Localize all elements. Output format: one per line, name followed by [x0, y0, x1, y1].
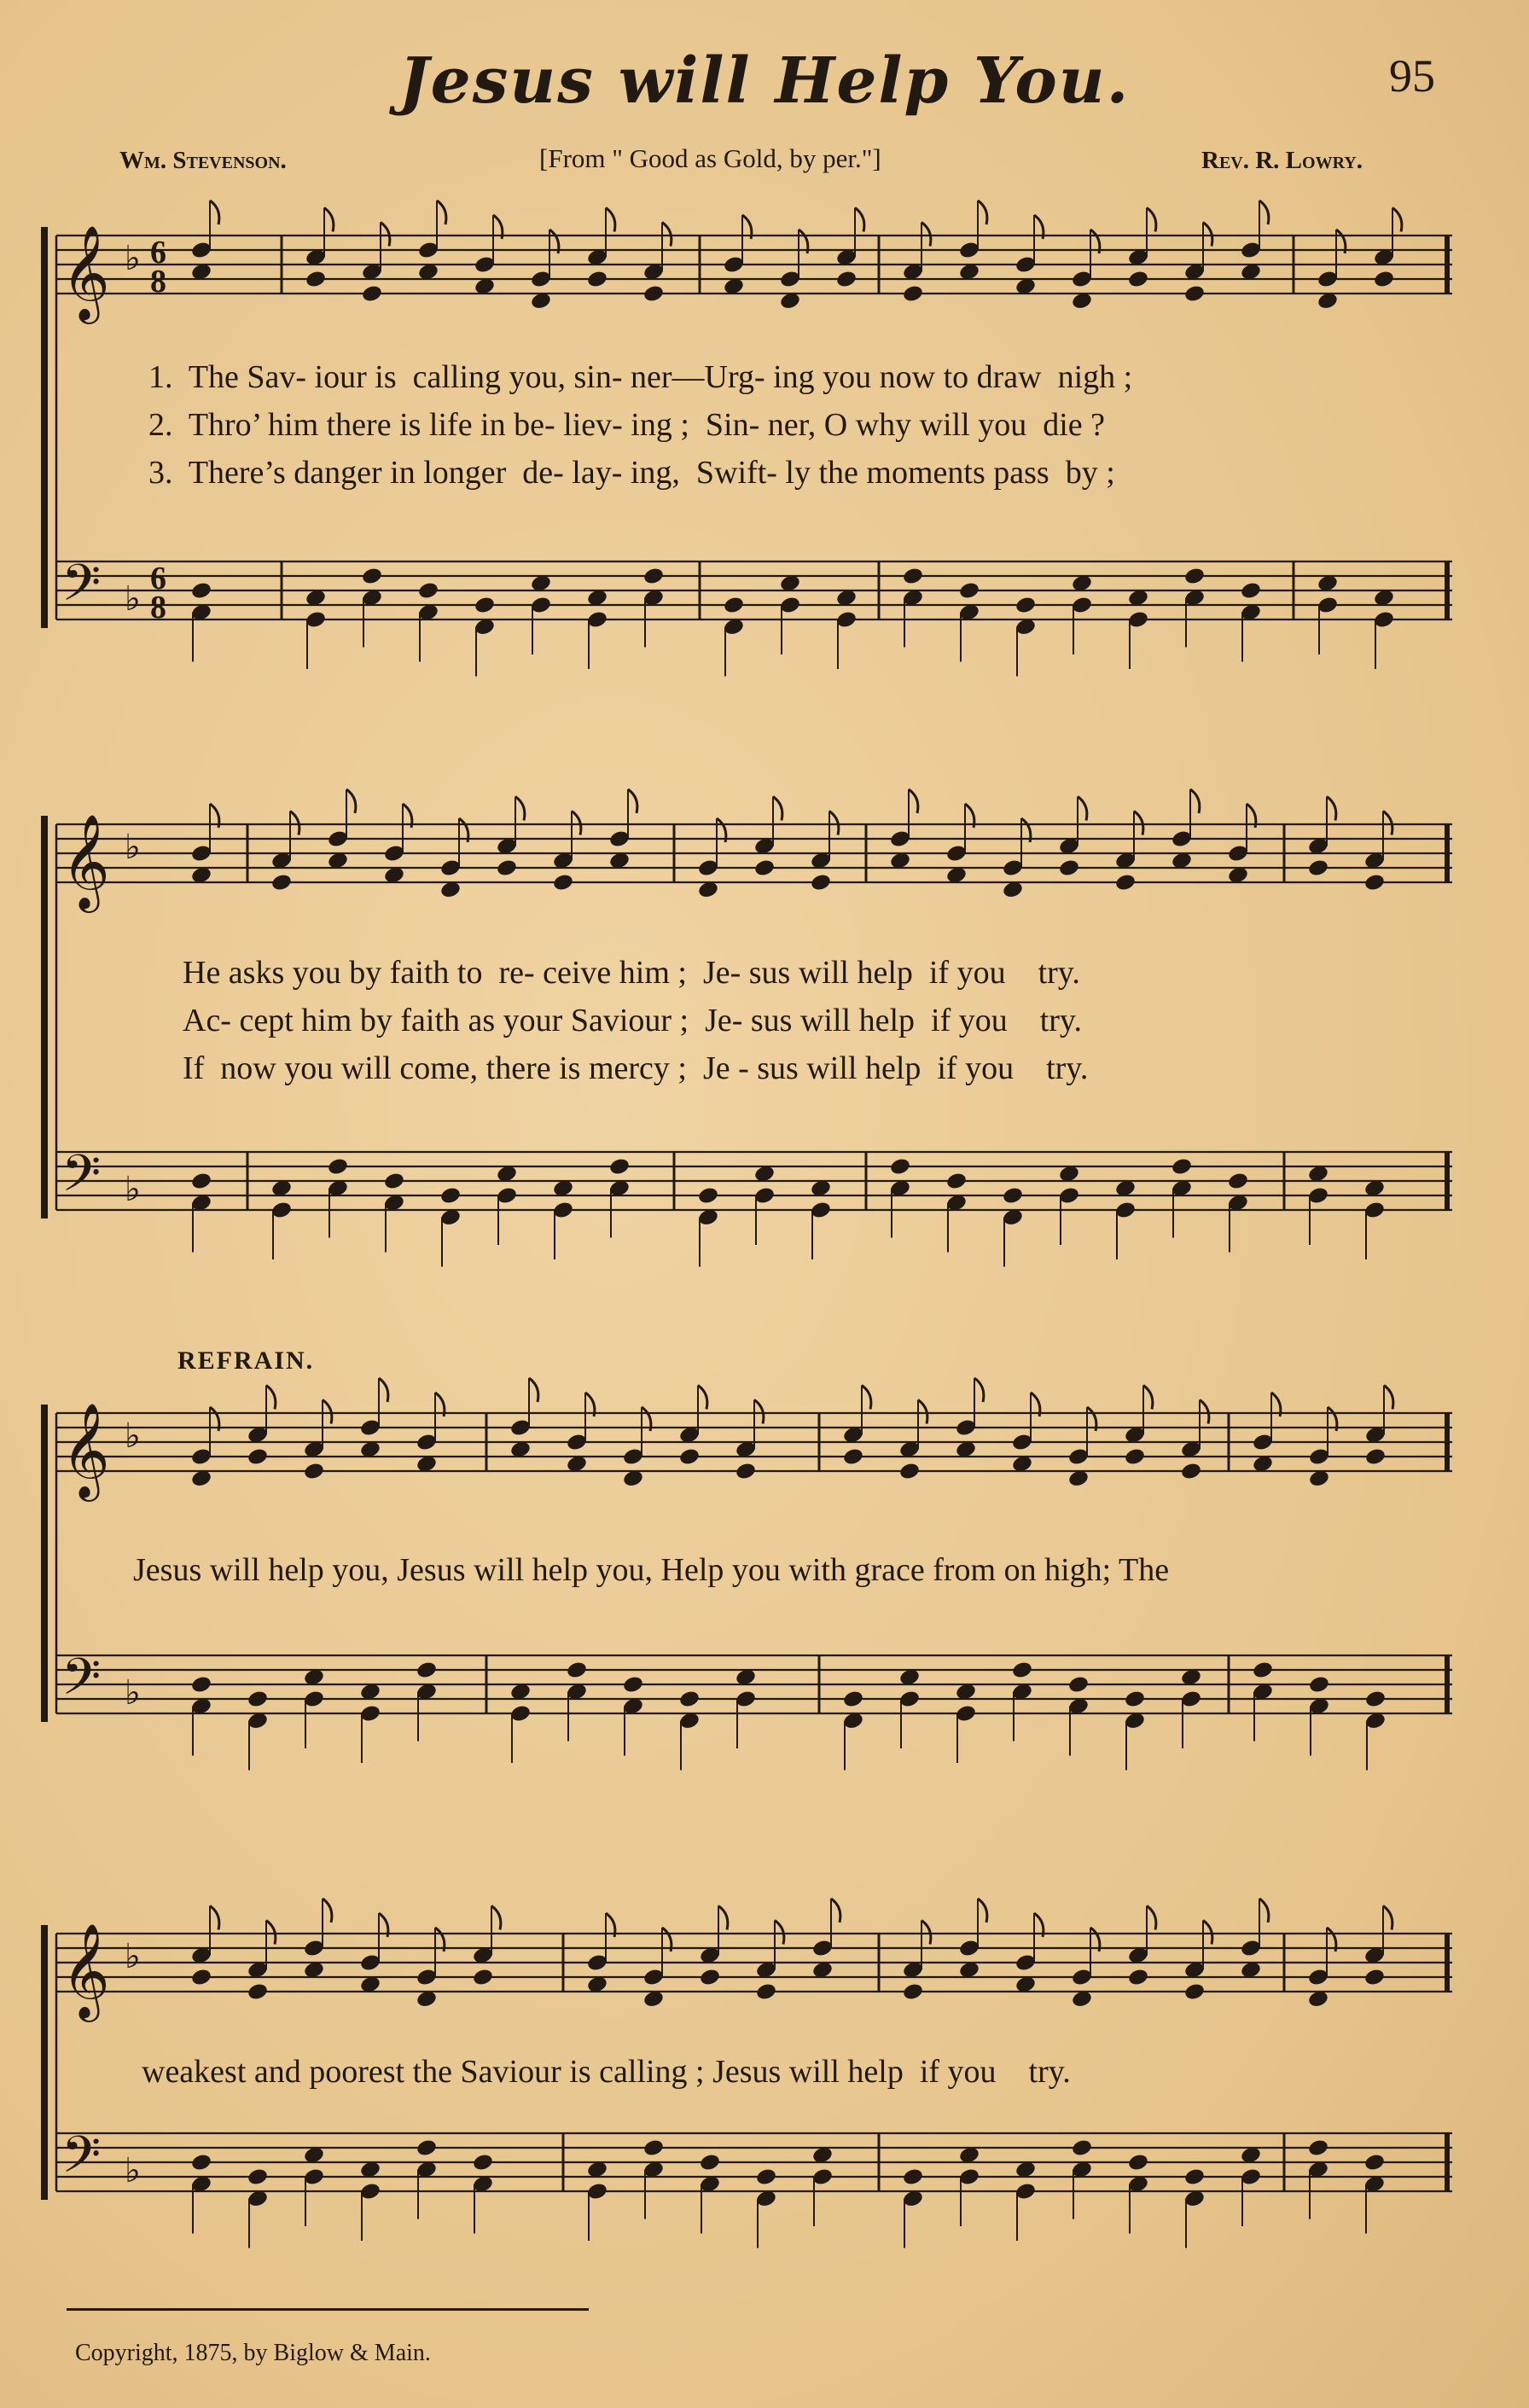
note-head — [1011, 1661, 1033, 1680]
note-head — [474, 596, 496, 615]
note-head — [270, 873, 293, 893]
note-flag — [381, 223, 390, 247]
note-head — [902, 284, 924, 304]
note-head — [303, 1462, 325, 1481]
note-head — [586, 270, 608, 289]
note-head — [305, 270, 327, 289]
flat-sign: ♭ — [125, 579, 141, 619]
note-flag — [921, 1921, 931, 1945]
note-head — [417, 581, 439, 601]
note-flag — [829, 811, 839, 835]
note-flag — [909, 789, 918, 813]
note-head — [472, 1968, 494, 1987]
bass-clef: 𝄢 — [61, 553, 102, 625]
note-head — [247, 1447, 269, 1467]
time-signature: 8 — [150, 264, 166, 300]
note-head — [697, 1186, 719, 1206]
note-head — [1183, 567, 1206, 586]
note-head — [810, 873, 832, 893]
copyright-rule — [67, 2308, 589, 2311]
page-number: 95 — [1389, 50, 1435, 102]
note-head — [1363, 1968, 1386, 1987]
flat-sign: ♭ — [125, 828, 141, 867]
note-head — [1127, 270, 1149, 289]
flat-sign: ♭ — [125, 1673, 141, 1713]
note-head — [753, 858, 776, 878]
note-head — [1307, 2138, 1329, 2158]
note-flag — [1143, 1386, 1153, 1410]
note-flag — [921, 223, 931, 247]
note-flag — [662, 223, 671, 247]
note-head — [1308, 1675, 1330, 1695]
hymn-title: Jesus will Help You. — [398, 44, 1131, 118]
note-head — [1183, 1982, 1206, 2002]
note-head — [1364, 1447, 1387, 1467]
note-flag — [1147, 1906, 1156, 1930]
verse-line-4: He asks you by faith to re- ceive him ; Je- sus will help if you try. — [183, 955, 1080, 991]
note-flag — [1383, 811, 1392, 835]
note-flag — [1134, 811, 1143, 835]
verse-line-3: 3. There’s danger in longer de- lay- ing, Swift- ly the moments pass by ; — [148, 455, 1115, 491]
note-head — [902, 1982, 924, 2002]
note-head — [552, 873, 574, 893]
note-flag — [491, 1906, 501, 1930]
source-note: [From " Good as Gold, by per."] — [539, 143, 881, 173]
note-head — [735, 1462, 757, 1481]
note-flag — [1203, 1921, 1212, 1945]
note-flag — [290, 811, 299, 835]
note-head — [1014, 596, 1037, 615]
note-head — [842, 1447, 864, 1467]
note-head — [1002, 1186, 1024, 1206]
bass-clef: 𝄢 — [61, 2125, 102, 2196]
note-head — [1227, 1172, 1249, 1191]
note-flag — [323, 1400, 332, 1424]
flat-sign: ♭ — [125, 2151, 141, 2190]
note-flag — [1190, 789, 1200, 813]
note-head — [723, 596, 745, 615]
note-flag — [831, 1899, 840, 1922]
note-head — [190, 1968, 212, 1987]
note-flag — [529, 1378, 538, 1402]
note-head — [889, 1157, 911, 1177]
note-head — [622, 1675, 644, 1695]
note-head — [642, 284, 665, 304]
note-head — [416, 2138, 438, 2158]
note-head — [755, 2167, 777, 2187]
note-head — [247, 2167, 269, 2187]
note-head — [755, 1982, 777, 2002]
note-flag — [324, 208, 334, 232]
note-head — [496, 858, 518, 878]
note-flag — [1259, 201, 1269, 224]
note-flag — [1200, 1400, 1209, 1424]
note-head — [416, 1661, 438, 1680]
time-signature: 8 — [150, 590, 166, 625]
note-head — [247, 1690, 269, 1709]
time-signature: 6 — [150, 561, 166, 596]
note-head — [1058, 858, 1080, 878]
note-head — [699, 1968, 721, 1987]
note-head — [1364, 1690, 1387, 1709]
lyricist-credit: Rev. R. Lowry. — [1201, 147, 1363, 174]
note-head — [361, 284, 383, 304]
note-flag — [855, 208, 864, 232]
refrain-line-2: weakest and poorest the Saviour is calling ; Jesus will help if you try. — [142, 2054, 1071, 2090]
system-bracket — [41, 816, 48, 1219]
note-head — [383, 1172, 405, 1191]
note-flag — [1147, 208, 1156, 232]
flat-sign: ♭ — [125, 239, 141, 278]
note-head — [608, 1157, 631, 1177]
note-head — [566, 1661, 588, 1680]
note-head — [1114, 873, 1137, 893]
treble-clef: 𝄞 — [61, 1402, 110, 1498]
note-flag — [1384, 1386, 1393, 1410]
note-head — [898, 1462, 921, 1481]
note-flag — [1383, 1906, 1392, 1930]
note-head — [1363, 873, 1386, 893]
verse-line-2: 2. Thro’ him there is life in be- liev- ing ; Sin- ner, O why will you die ? — [148, 407, 1106, 443]
note-head — [699, 2153, 721, 2172]
note-head — [1127, 2153, 1149, 2172]
system-bracket — [41, 1405, 48, 1722]
note-head — [1180, 1462, 1202, 1481]
flat-sign: ♭ — [125, 1416, 141, 1456]
note-head — [327, 1157, 349, 1177]
verse-line-1: 1. The Sav- iour is calling you, sin- ner—Urg- ing you now to draw nigh ; — [148, 359, 1133, 395]
note-flag — [1327, 797, 1336, 821]
system-bracket — [41, 1925, 48, 2200]
note-flag — [718, 1906, 728, 1930]
note-head — [1124, 1447, 1146, 1467]
note-head — [842, 1690, 864, 1709]
flat-sign: ♭ — [125, 1937, 141, 1976]
note-head — [247, 1982, 269, 2002]
note-flag — [1392, 208, 1402, 232]
note-head — [190, 1675, 212, 1695]
note-flag — [379, 1378, 388, 1402]
refrain-label: REFRAIN. — [177, 1347, 315, 1375]
note-flag — [210, 201, 219, 224]
note-flag — [1203, 223, 1212, 247]
note-flag — [266, 1386, 276, 1410]
note-head — [361, 567, 383, 586]
note-flag — [515, 797, 525, 821]
treble-clef: 𝄞 — [61, 813, 110, 909]
copyright-notice: Copyright, 1875, by Biglow & Main. — [75, 2340, 431, 2366]
note-flag — [862, 1386, 871, 1410]
note-head — [1183, 2167, 1206, 2187]
note-head — [958, 581, 980, 601]
note-flag — [210, 1906, 219, 1930]
note-flag — [323, 1899, 332, 1922]
note-head — [642, 2138, 665, 2158]
note-flag — [978, 1899, 987, 1922]
note-head — [835, 270, 858, 289]
note-flag — [978, 201, 987, 224]
note-flag — [1078, 797, 1087, 821]
note-head — [1067, 1675, 1090, 1695]
note-head — [1127, 1968, 1149, 1987]
note-flag — [266, 1921, 276, 1945]
composer-credit: Wm. Stevenson. — [119, 147, 287, 174]
note-head — [190, 2153, 212, 2172]
bass-clef: 𝄢 — [61, 1647, 102, 1719]
note-head — [1183, 284, 1206, 304]
note-head — [1124, 1690, 1146, 1709]
note-flag — [775, 1921, 784, 1945]
note-flag — [346, 789, 356, 813]
note-flag — [606, 208, 615, 232]
note-head — [678, 1690, 701, 1709]
note-flag — [918, 1400, 927, 1424]
note-head — [945, 1172, 968, 1191]
treble-clef: 𝄞 — [61, 224, 110, 320]
note-head — [1373, 270, 1395, 289]
note-head — [439, 1186, 462, 1206]
note-head — [1307, 858, 1329, 878]
note-head — [642, 567, 665, 586]
note-flag — [437, 201, 446, 224]
system-bracket — [41, 227, 48, 628]
note-head — [190, 1172, 212, 1191]
verse-line-6: If now you will come, there is mercy ; Je - sus will help if you try. — [183, 1050, 1089, 1086]
refrain-line-1: Jesus will help you, Jesus will help you, Help you with grace from on high; The — [133, 1552, 1170, 1588]
note-head — [678, 1447, 701, 1467]
note-head — [902, 567, 924, 586]
note-head — [1363, 2153, 1386, 2172]
note-head — [190, 581, 212, 601]
note-head — [1071, 2138, 1093, 2158]
note-flag — [1259, 1899, 1269, 1922]
note-flag — [628, 789, 637, 813]
time-signature: 6 — [150, 235, 166, 270]
note-flag — [754, 1400, 764, 1424]
note-flag — [974, 1378, 984, 1402]
note-head — [472, 2153, 494, 2172]
note-flag — [773, 797, 782, 821]
treble-clef: 𝄞 — [61, 1922, 110, 2018]
note-head — [1171, 1157, 1193, 1177]
note-head — [1252, 1661, 1274, 1680]
flat-sign: ♭ — [125, 1170, 141, 1209]
note-flag — [698, 1386, 707, 1410]
note-flag — [572, 811, 581, 835]
verse-line-5: Ac- cept him by faith as your Saviour ; Je- sus will help if you try. — [183, 1003, 1082, 1038]
bass-clef: 𝄢 — [61, 1143, 102, 1215]
note-head — [902, 2167, 924, 2187]
note-head — [1240, 581, 1262, 601]
